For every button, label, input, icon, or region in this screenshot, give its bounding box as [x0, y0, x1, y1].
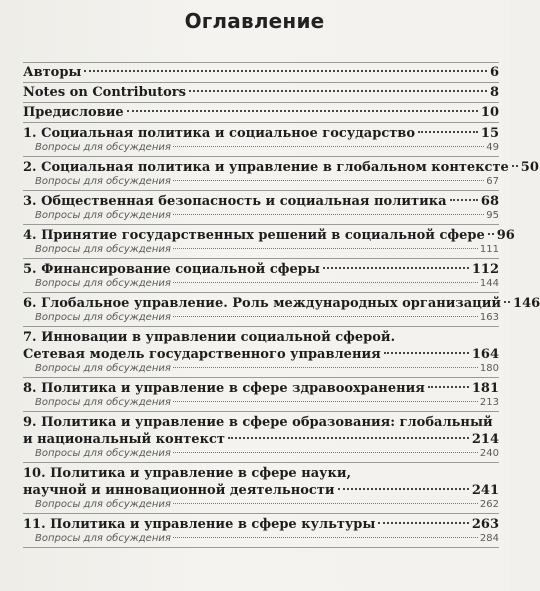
dot-leader: [323, 267, 469, 269]
entry-row: [23, 83, 499, 102]
questions-row: [23, 244, 499, 256]
questions-page: 213: [479, 397, 499, 408]
questions-page: 49: [486, 142, 499, 153]
entry-row: [23, 380, 499, 397]
toc-chapter: [23, 293, 540, 326]
questions-label: Вопросы для обсуждения: [35, 363, 171, 374]
questions-label: Вопросы для обсуждения: [35, 312, 171, 323]
entry-row: [23, 63, 499, 82]
questions-page: 262: [479, 499, 499, 510]
questions-row: [23, 142, 499, 154]
dot-leader: [189, 90, 487, 92]
dot-leader: [384, 352, 469, 354]
entry-page: 6: [489, 65, 499, 80]
chapter-title: 3. Общественная безопасность и социальная политика: [23, 194, 447, 209]
dot-leader: [228, 437, 469, 439]
dot-leader: [450, 199, 478, 201]
chapter-page: 146: [513, 296, 540, 311]
entry-row: [23, 431, 499, 448]
dot-leader: [173, 503, 478, 504]
entry-row: [23, 346, 499, 363]
chapter-title-line: 9. Политика и управление в сфере образования: глобальный: [23, 415, 493, 430]
dot-leader: [338, 488, 469, 490]
questions-page: 67: [486, 176, 499, 187]
questions-page: 240: [479, 448, 499, 459]
toc-chapter: [23, 327, 499, 377]
chapter-title: 2. Социальная политика и управление в глобальном контексте: [23, 160, 509, 175]
questions-row: [23, 176, 499, 188]
dot-leader: [488, 233, 494, 235]
chapter-title: 11. Политика и управление в сфере культуры: [23, 517, 376, 532]
chapter-page: 181: [471, 381, 499, 396]
questions-page: 95: [486, 210, 499, 221]
dot-leader: [173, 146, 484, 147]
entry-row: [23, 193, 499, 210]
chapter-title: 6. Глобальное управление. Роль международных организаций: [23, 296, 502, 311]
questions-page: 144: [479, 278, 499, 289]
entry-row: [23, 516, 499, 533]
chapter-page: 164: [471, 347, 499, 362]
dot-leader: [173, 248, 478, 249]
chapter-title-line: 10. Политика и управление в сфере науки,: [23, 466, 352, 481]
chapter-title: Сетевая модель государственного управления: [23, 347, 381, 362]
questions-row: [23, 278, 499, 290]
toc-chapter: [23, 259, 499, 292]
entry-row: [23, 261, 499, 278]
dot-leader: [84, 70, 486, 72]
questions-label: Вопросы для обсуждения: [35, 176, 171, 187]
questions-label: Вопросы для обсуждения: [35, 499, 171, 510]
dot-leader: [173, 537, 478, 538]
dot-leader: [428, 386, 469, 388]
chapter-title: 8. Политика и управление в сфере здравоохранения: [23, 381, 425, 396]
chapter-title: 1. Социальная политика и социальное государство: [23, 126, 415, 141]
dot-leader: [173, 452, 478, 453]
dot-leader: [418, 131, 478, 133]
toc-entry: [23, 83, 499, 102]
questions-row: [23, 210, 499, 222]
dot-leader: [512, 165, 518, 167]
toc-chapter: [23, 514, 499, 547]
questions-label: Вопросы для обсуждения: [35, 142, 171, 153]
entry-row: [23, 159, 539, 176]
questions-row: [23, 499, 499, 511]
dot-leader: [173, 367, 478, 368]
chapter-title: 4. Принятие государственных решений в социальной сфере: [23, 228, 485, 243]
chapter-page: 15: [480, 126, 499, 141]
entry-row: [23, 227, 515, 244]
questions-label: Вопросы для обсуждения: [35, 278, 171, 289]
chapter-title: 5. Финансирование социальной сферы: [23, 262, 320, 277]
entry-row: [23, 125, 499, 142]
chapter-page: 68: [480, 194, 499, 209]
entry-row: [23, 295, 540, 312]
entry-page: 8: [489, 85, 499, 100]
dot-leader: [173, 282, 478, 283]
dot-leader: [378, 522, 468, 524]
dot-leader: [173, 316, 478, 317]
chapter-page: 112: [471, 262, 499, 277]
entry-row: [23, 103, 499, 122]
questions-row: [23, 397, 499, 409]
toc-entry: [23, 63, 499, 82]
dot-leader: [127, 110, 478, 112]
entry-page: 10: [480, 105, 499, 120]
questions-page: 163: [479, 312, 499, 323]
entry-title: Предисловие: [23, 105, 124, 120]
entry-title: Notes on Contributors: [23, 85, 186, 100]
toc-chapter: [23, 191, 499, 224]
toc-chapter: [23, 412, 499, 462]
questions-label: Вопросы для обсуждения: [35, 448, 171, 459]
toc-chapter: [23, 463, 499, 513]
chapter-page: 241: [471, 483, 499, 498]
questions-page: 284: [479, 533, 499, 544]
questions-label: Вопросы для обсуждения: [35, 533, 171, 544]
entry-row: [23, 482, 499, 499]
questions-label: Вопросы для обсуждения: [35, 244, 171, 255]
toc-chapter: [23, 157, 539, 190]
questions-label: Вопросы для обсуждения: [35, 397, 171, 408]
toc-chapter: [23, 123, 499, 156]
questions-row: [23, 533, 499, 545]
entry-title: Авторы: [23, 65, 82, 80]
chapter-title: и национальный контекст: [23, 432, 225, 447]
chapter-title-line: 7. Инновации в управлении социальной сферой.: [23, 330, 396, 345]
questions-label: Вопросы для обсуждения: [35, 210, 171, 221]
chapter-page: 50: [520, 160, 539, 175]
chapter-page: 96: [496, 228, 515, 243]
table-of-contents: [23, 62, 540, 548]
chapter-page: 263: [471, 517, 499, 532]
chapter-page: 214: [471, 432, 499, 447]
toc-chapter: [23, 225, 515, 258]
questions-row: [23, 448, 499, 460]
dot-leader: [173, 401, 478, 402]
dot-leader: [173, 214, 484, 215]
divider-rule: [23, 547, 499, 548]
page-title: Оглавление: [184, 9, 325, 33]
questions-row: [23, 312, 499, 324]
questions-row: [23, 363, 499, 375]
questions-page: 111: [479, 244, 499, 255]
toc-chapter: [23, 378, 499, 411]
chapter-title: научной и инновационной деятельности: [23, 483, 335, 498]
dot-leader: [504, 301, 510, 303]
dot-leader: [173, 180, 484, 181]
toc-entry: [23, 103, 499, 122]
questions-page: 180: [479, 363, 499, 374]
